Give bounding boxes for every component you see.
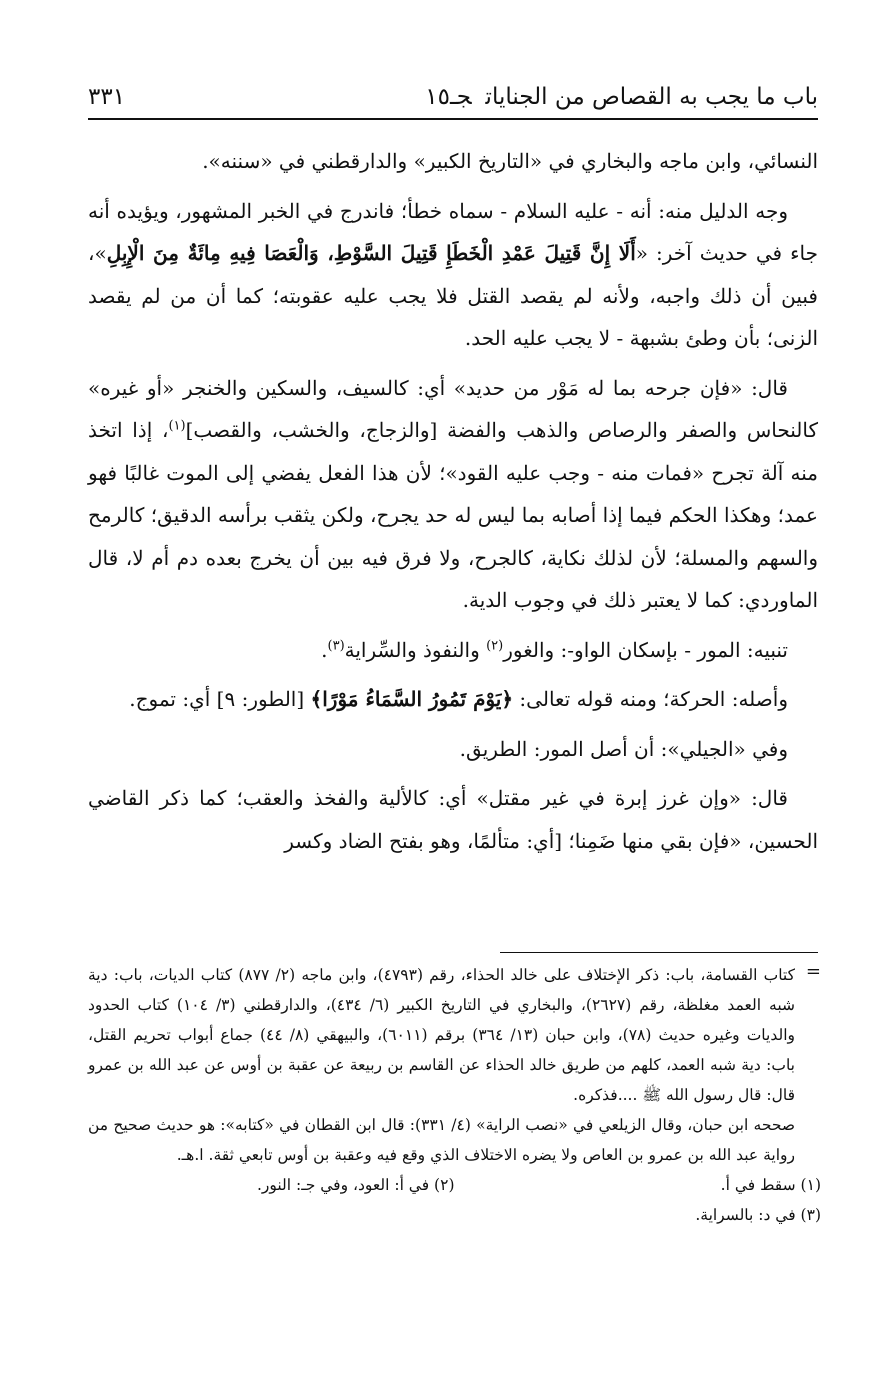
chapter-title: باب ما يجب به القصاص من الجنايات	[485, 84, 818, 110]
footnote-continued-1: كتاب القسامة، باب: ذكر الإختلاف على خالد الحذاء، رقم (٤٧٩٣)، وابن ماجه (٢/ ٨٧٧) كتاب الديات، باب: دية شبه العمد مغلظة، رقم (٢٦٢٧)، والبخاري في التاريخ الكبير (٦/ ٤٣٤)، والدارقطني (٣/ ١٠٤) كتاب الحدود والديات وغيره حديث (٧٨)، وابن حبان (١٣/ ٣٦٤) برقم (٦٠١١)، والبيهقي (٨/ ٤٤) جماع أبواب تحريم القتل، باب: دية شبه العمد، كلهم من طريق خالد الحذاء عن القاسم بن ربيعة عن عقبة بن أوس عن عبد الله بن عمرو قال: قال رسول الله ﷺ ....فذكره.	[88, 966, 795, 1104]
header-divider	[88, 118, 818, 120]
paragraph-1-text: النسائي، وابن ماجه والبخاري في «التاريخ الكبير» والدارقطني في «سننه».	[202, 149, 818, 173]
paragraph-2-text-b: »، فبين أن ذلك واجبه، ولأنه لم يقصد القتل فلا يجب عليه عقوبته؛ كما أن من لم يقصد الزنى؛ بأن وطئ بشبهة - لا يجب عليه الحد.	[88, 241, 818, 350]
footnote-2: (٢) في أ: العود، وفي جـ: النور.	[256, 1176, 455, 1194]
footnote-ref-2: (٢)	[486, 637, 504, 653]
paragraph-5-text-b: [الطور: ٩] أي: تموج.	[129, 687, 311, 711]
footnote-ref-1: (١)	[168, 418, 186, 434]
quran-verse: ﴿يَوْمَ تَمُورُ السَّمَاءُ مَوْرًا﴾	[310, 687, 514, 711]
paragraph-5-text-a: وأصله: الحركة؛ ومنه قوله تعالى:	[513, 687, 788, 711]
paragraph-3-text-a: قال: «فإن جرحه بما له مَوْر من حديد» أي: كالسيف، والسكين والخنجر «أو غيره» كالنحاس والصفر والرصاص والذهب والفضة [والزجاج، والخشب، والقصب]	[88, 375, 818, 442]
volume-label: جـ١٥	[425, 84, 472, 110]
paragraph-4-text-a: تنبيه: المور - بإسكان الواو-: والغور	[503, 637, 788, 662]
paragraph-7-text: قال: «وإن غرز إبرة في غير مقتل» أي: كالألية والفخذ والعقب؛ كما ذكر القاضي الحسين، «فإن بقي منها ضَمِنا؛ [أي: متألمًا، وهو بفتح الضاد وكسر	[88, 786, 818, 853]
paragraph-7	[88, 777, 818, 862]
footnote-continuation-mark: =	[805, 961, 821, 982]
paragraph-3	[88, 367, 818, 622]
paragraph-2	[88, 190, 818, 360]
paragraph-3-text-b: ، إذا اتخذ منه آلة تجرح «فمات منه - وجب عليه القود»؛ لأن هذا الفعل يفضي إلى الموت غالبًا فهو عمد؛ وهكذا الحكم فيما إذا أصابه بما ليس له حد يجرح، ولكن يثقب برأسه الدقيق؛ كالرمح والسهم والمسلة؛ لأن لذلك نكاية، كالجرح، ولا فرق فيه بين أن يخرج بعده دم أم لا، قال الماوردي: كما لا يعتبر ذلك في وجوب الدية.	[88, 418, 818, 612]
page-number: ٣٣١	[88, 84, 126, 110]
paragraph-4	[88, 629, 818, 672]
page-header	[88, 80, 818, 120]
paragraph-5	[88, 678, 818, 721]
paragraph-6-text: وفي «الجيلي»: أن أصل المور: الطريق.	[459, 736, 788, 761]
footnotes	[88, 960, 821, 1230]
paragraph-6	[88, 728, 818, 771]
hadith-quote: أَلَا إِنَّ قَتِيلَ عَمْدِ الْخَطَإِ قَتِيلَ السَّوْطِ، وَالْعَصَا فِيهِ مِائَةٌ مِنَ الْإِبِلِ	[106, 241, 636, 265]
main-text	[88, 140, 818, 869]
footnote-divider	[500, 952, 818, 953]
paragraph-4-text-b: والنفوذ والسِّراية	[344, 637, 487, 662]
footnote-continued-2: صححه ابن حبان، وقال الزيلعي في «نصب الراية» (٤/ ٣٣١): قال ابن القطان في «كتابه»: هو حديث صحيح من رواية عبد الله بن عمرو بن العاص ولا يضره الاختلاف الذي وقع فيه وعقبة بن أوس تابعي ثقة. ا.هـ.	[88, 1116, 795, 1164]
running-title	[425, 84, 818, 110]
paragraph-1	[88, 140, 818, 183]
footnote-ref-3: (٣)	[327, 637, 345, 653]
paragraph-4-text-c: .	[321, 637, 328, 662]
footnote-3: (٣) في د: بالسراية.	[695, 1206, 821, 1224]
paragraph-2-text-a: وجه الدليل منه: أنه - عليه السلام - سماه خطأ؛ فاندرج في الخبر المشهور، ويؤيده أنه جاء في حديث آخر: «	[88, 198, 818, 265]
footnote-1: (١) سقط في أ.	[720, 1176, 821, 1194]
footnote-row	[88, 1170, 821, 1200]
